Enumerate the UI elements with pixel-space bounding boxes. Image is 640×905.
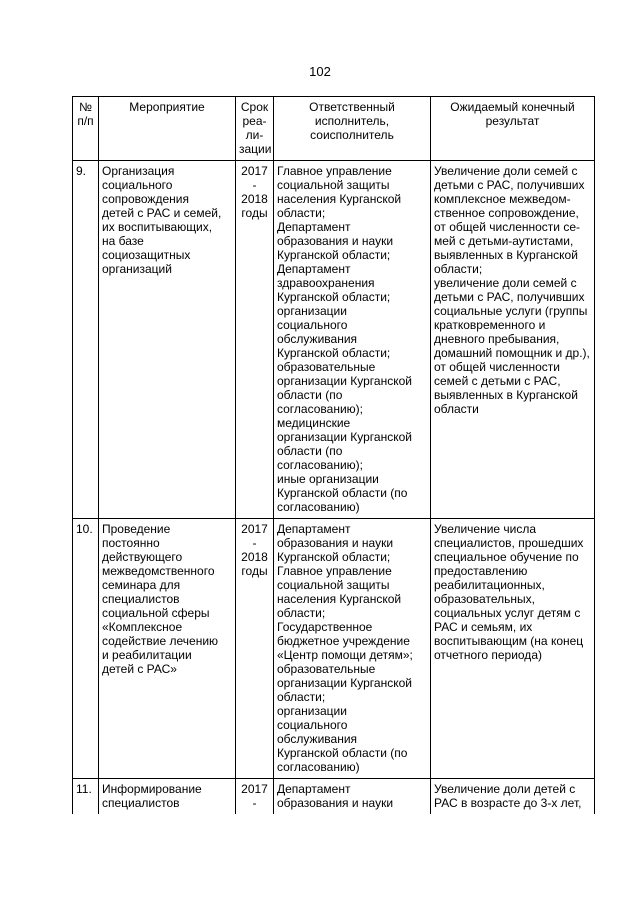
cell-event-line: Организация [102,164,175,178]
cell-result-line: реабилитационных, [434,578,545,592]
cell-executor-line: медицинские [277,416,351,430]
cell-executor-line: социального [277,718,348,732]
cell-executor-line: обслуживания [277,732,358,746]
cell-result-line: Увеличение числа [434,522,537,536]
cell-result-line: от общей численности [434,360,560,374]
cell-event [99,161,236,519]
cell-result-line: предоставлению [434,564,528,578]
cell-executor-line: области; [277,690,326,704]
cell-executor-line: организации Курганской [277,374,412,388]
cell-result-line: ственное сопровождение, [434,206,579,220]
cell-result-line: Увеличение доли детей с [434,782,576,796]
cell-event-line: специалистов [102,796,180,810]
cell-event-line: детей с РАС и семей, [102,206,222,220]
header-result: Ожидаемый конечный результат [431,97,595,161]
cell-executor [274,519,431,779]
cell-num: 9. [73,161,99,519]
cell-executor-line: социальной защиты [277,178,390,192]
cell-event-line: на базе [102,234,144,248]
cell-event-line: детей с РАС» [102,662,177,676]
cell-executor-line: образования и науки [277,234,394,248]
cell-result-line: РАС в возрасте до 3-х лет, [434,796,582,810]
cell-num: 11. [73,779,99,815]
cell-result [431,161,595,519]
cell-event-line: социального [102,178,173,192]
cell-result-line: детьми с РАС, получивших [434,290,585,304]
cell-result-line: от общей численности се- [434,220,580,234]
cell-executor-line: согласованию) [277,760,360,774]
table-header-row [73,97,595,161]
cell-result-line: детьми с РАС, получивших [434,178,585,192]
cell-executor-line: Курганской области; [277,346,391,360]
cell-executor-line: населения Курганской [277,592,402,606]
cell-executor-line: Курганской области; [277,550,391,564]
cell-event-line: специалистов [102,592,180,606]
cell-executor-line: населения Курганской [277,192,402,206]
cell-executor-line: иные организации [277,472,379,486]
cell-result-line: выявленных в Курганской [434,388,578,402]
cell-term-line: 2018 [241,192,268,206]
cell-term-line: 2017 [241,164,268,178]
cell-result-line: области [434,402,479,416]
cell-executor-line: области (по [277,444,343,458]
cell-event-line: Информирование [102,782,202,796]
cell-result [431,519,595,779]
table-row [73,519,595,779]
header-executor: Ответственный исполнитель, соисполнитель [274,97,431,161]
table-row [73,161,595,519]
measures-table [72,96,595,814]
cell-executor-line: Государственное [277,620,373,634]
cell-event-line: социозащитных [102,248,191,262]
cell-result-line: социальных услуг детям с [434,606,581,620]
cell-executor-line: социальной защиты [277,578,390,592]
cell-executor-line: Главное управление [277,564,392,578]
cell-executor-line: образования и науки [277,796,394,810]
cell-result-line: воспитывающим (на конец [434,634,584,648]
cell-executor [274,161,431,519]
cell-event-line: межведомственного [102,564,215,578]
cell-result-line: образовательных, [434,592,535,606]
cell-term [236,519,274,779]
cell-executor-line: области (по [277,388,343,402]
cell-result-line: семей с детьми с РАС, [434,374,561,388]
cell-term [236,161,274,519]
cell-result-line: специалистов, прошедших [434,536,584,550]
cell-num: 10. [73,519,99,779]
cell-executor-line: Курганской области; [277,290,391,304]
cell-term-line: - [252,536,257,550]
cell-executor-line: Департамент [277,262,351,276]
cell-result-line: комплексное межведом- [434,192,571,206]
cell-result-line: выявленных в Курганской [434,248,578,262]
cell-event-line: «Комплексное [102,620,183,634]
cell-term-line: годы [241,564,268,578]
cell-executor-line: Курганской области; [277,248,391,262]
cell-executor-line: согласованию); [277,458,363,472]
cell-result-line: увеличение доли семей с [434,276,577,290]
cell-result-line: домашний помощник и др.), [434,346,590,360]
cell-executor-line: «Центр помощи детям»; [277,648,413,662]
cell-event-line: Проведение [102,522,171,536]
header-term: Срок реа- ли- зации [236,97,274,161]
cell-event-line: организаций [102,262,172,276]
cell-executor-line: области; [277,606,326,620]
page-number: 102 [309,64,331,79]
cell-executor-line: организации Курганской [277,676,412,690]
cell-executor-line: бюджетное учреждение [277,634,410,648]
cell-executor-line: обслуживания [277,332,358,346]
cell-term-line: - [252,178,257,192]
cell-executor-line: Департамент [277,220,351,234]
header-event: Мероприятие [99,97,236,161]
cell-executor-line: образования и науки [277,536,394,550]
cell-result-line: социальные услуги (группы [434,304,588,318]
cell-executor-line: согласованию); [277,402,363,416]
cell-result-line: кратковременного и [434,318,546,332]
cell-result [431,779,595,815]
cell-executor-line: организации Курганской [277,430,412,444]
cell-result-line: мей с детьми-аутистами, [434,234,574,248]
cell-term-line: 2018 [241,550,268,564]
cell-result-line: отчетного периода) [434,648,542,662]
cell-executor-line: образовательные [277,662,376,676]
cell-event [99,519,236,779]
cell-executor-line: согласованию) [277,500,360,514]
cell-result-line: РАС и семьям, их [434,620,533,634]
cell-result-line: Увеличение доли семей с [434,164,578,178]
cell-term-line: 2017 [241,522,268,536]
cell-event-line: действующего [102,550,183,564]
cell-event-line: постоянно [102,536,160,550]
cell-term-line: - [252,796,257,810]
cell-executor-line: Курганской области (по [277,486,408,500]
cell-term [236,779,274,815]
cell-event-line: сопровождения [102,192,189,206]
cell-executor-line: Департамент [277,782,351,796]
cell-executor-line: области; [277,206,326,220]
cell-event [99,779,236,815]
cell-result-line: области; [434,262,483,276]
table-row [73,779,595,815]
cell-event-line: и реабилитации [102,648,192,662]
cell-executor-line: социального [277,318,348,332]
cell-executor-line: организации [277,704,347,718]
cell-result-line: дневного пребывания, [434,332,560,346]
cell-executor-line: здравоохранения [277,276,375,290]
cell-executor-line: организации [277,304,347,318]
cell-executor-line: образовательные [277,360,376,374]
cell-executor-line: Главное управление [277,164,392,178]
cell-term-line: 2017 [241,782,268,796]
cell-term-line: годы [241,206,268,220]
cell-executor-line: Курганской области (по [277,746,408,760]
cell-result-line: специальное обучение по [434,550,579,564]
header-num: № п/п [73,97,99,161]
cell-event-line: семинара для [102,578,181,592]
cell-executor [274,779,431,815]
cell-executor-line: Департамент [277,522,351,536]
cell-event-line: социальной сферы [102,606,210,620]
cell-event-line: их воспитывающих, [102,220,213,234]
cell-event-line: содействие лечению [102,634,219,648]
